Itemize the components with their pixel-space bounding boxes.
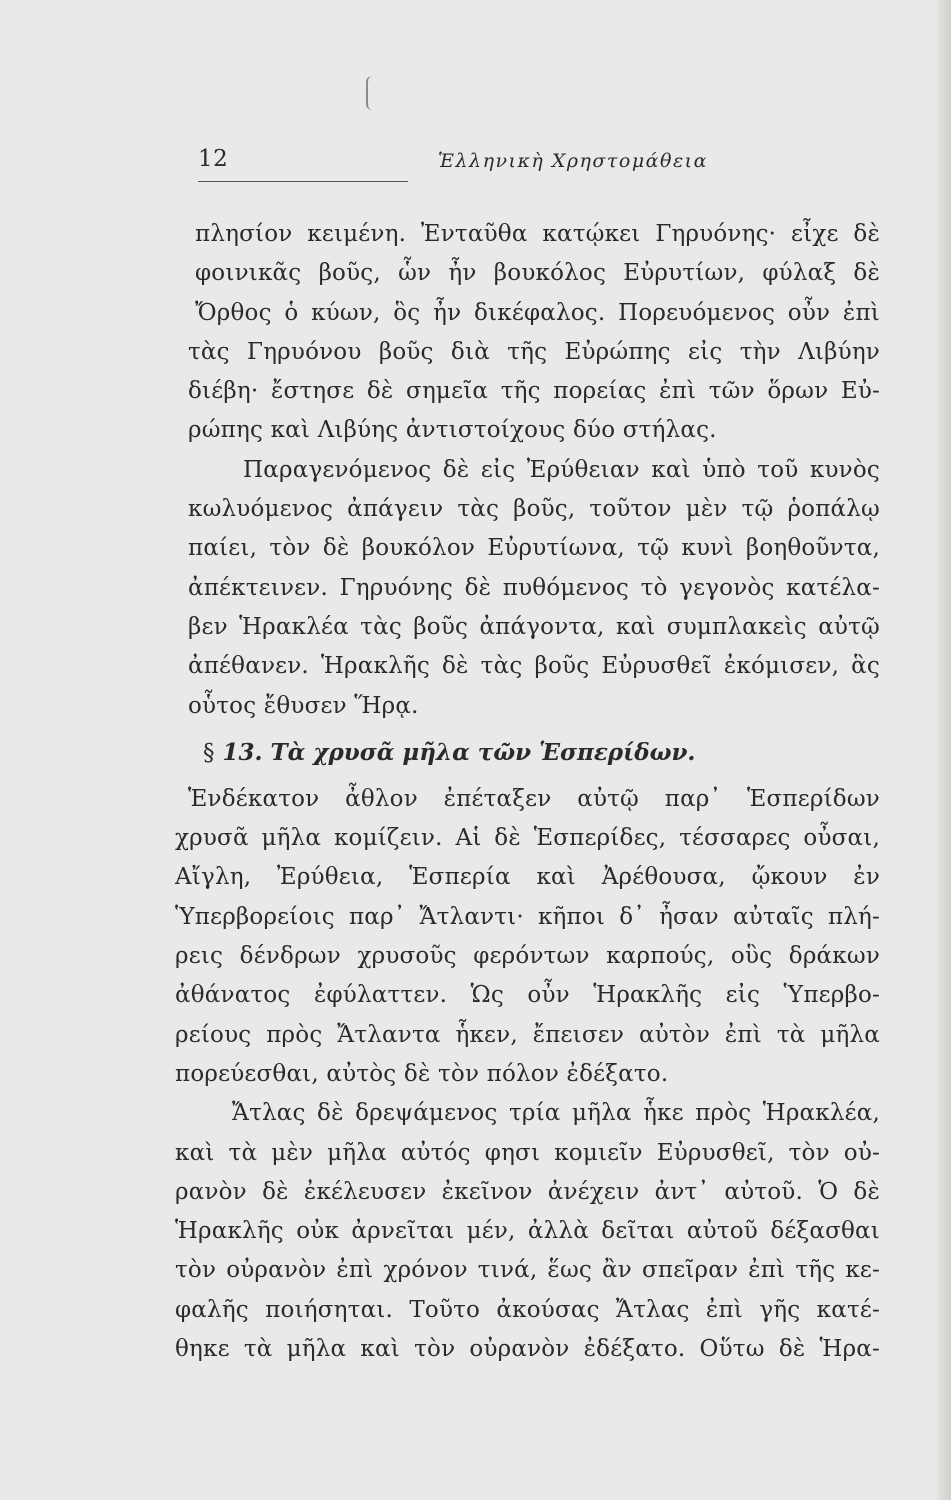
text-line: ρώπης καὶ Λιβύης ἀντιστοίχους δύο στήλας. xyxy=(188,417,717,444)
text-line: καὶ τὰ μὲν μῆλα αὐτός φησι κομιεῖν Εὐρυσθεῖ, τὸν οὐ- xyxy=(175,1139,880,1166)
text-line: φαλῆς ποιήσηται. Τοῦτο ἀκούσας Ἄτλας ἐπὶ γῆς κατέ- xyxy=(175,1296,880,1323)
paragraph-start: Ἑνδέκατον ἆθλον ἐπέταξεν αὐτῷ παρ᾽ Ἑσπερίδων xyxy=(188,785,880,812)
body-text xyxy=(175,215,880,1369)
section-heading xyxy=(175,732,880,774)
pencil-mark xyxy=(366,76,372,110)
text-line: Αἴγλη, Ἐρύθεια, Ἑσπερία καὶ Ἀρέθουσα, ᾤκουν ἐν xyxy=(175,864,880,891)
paragraph-start: Ἄτλας δὲ δρεψάμενος τρία μῆλα ἧκε πρὸς Ἡρακλέα, xyxy=(232,1100,880,1127)
header-rule xyxy=(198,181,408,182)
text-line: πορεύεσθαι, αὐτὸς δὲ τὸν πόλον ἐδέξατο. xyxy=(175,1060,669,1087)
text-line: ἀπέκτεινεν. Γηρυόνης δὲ πυθόμενος τὸ γεγονὸς κατέλα- xyxy=(188,574,880,601)
text-line: κωλυόμενος ἀπάγειν τὰς βοῦς, τοῦτον μὲν τῷ ῥοπάλῳ xyxy=(188,496,880,523)
text-line: βεν Ἡρακλέα τὰς βοῦς ἀπάγοντα, καὶ συμπλακεὶς αὐτῷ xyxy=(188,613,880,640)
section-title: 13. Τὰ χρυσᾶ μῆλα τῶν Ἑσπερίδων. xyxy=(222,738,696,766)
text-line: διέβη· ἔστησε δὲ σημεῖα τῆς πορείας ἐπὶ τῶν ὅρων Εὐ- xyxy=(188,378,880,405)
page-number: 12 xyxy=(198,146,229,172)
text-line: Ὄρθος ὁ κύων, ὃς ἦν δικέφαλος. Πορευόμενος οὖν ἐπὶ xyxy=(195,299,880,326)
section-sign: § xyxy=(203,739,215,766)
text-line: ρείους πρὸς Ἄτλαντα ἧκεν, ἔπεισεν αὐτὸν ἐπὶ τὰ μῆλα xyxy=(175,1021,880,1048)
text-line: χρυσᾶ μῆλα κομίζειν. Αἱ δὲ Ἑσπερίδες, τέσσαρες οὖσαι, xyxy=(175,825,880,852)
text-line: ἀθάνατος ἐφύλαττεν. Ὡς οὖν Ἡρακλῆς εἰς Ὑπερβο- xyxy=(175,982,880,1009)
text-line: τὸν οὐρανὸν ἐπὶ χρόνον τινά, ἕως ἂν σπεῖραν ἐπὶ τῆς κε- xyxy=(175,1257,880,1284)
page-edge-shadow xyxy=(937,0,951,1500)
text-line: πλησίον κειμένη. Ἐνταῦθα κατῴκει Γηρυόνης· εἶχε δὲ xyxy=(195,221,880,247)
text-line: παίει, τὸν δὲ βουκόλον Εὐρυτίωνα, τῷ κυνὶ βοηθοῦντα, xyxy=(188,535,880,562)
text-line: Ὑπερβορείοις παρ᾽ Ἄτλαντι· κῆποι δ᾽ ἦσαν αὐταῖς πλή- xyxy=(175,903,880,930)
text-line: Ἡρακλῆς οὐκ ἀρνεῖται μέν, ἀλλὰ δεῖται αὐτοῦ δέξασθαι xyxy=(175,1218,880,1245)
text-line: οὗτος ἔθυσεν Ἥρᾳ. xyxy=(188,692,419,719)
text-line: ἀπέθανεν. Ἡρακλῆς δὲ τὰς βοῦς Εὐρυσθεῖ ἐκόμισεν, ἃς xyxy=(188,653,880,680)
text-line: ρανὸν δὲ ἐκέλευσεν ἐκεῖνον ἀνέχειν ἀντ᾽ αὐτοῦ. Ὁ δὲ xyxy=(175,1178,880,1205)
paragraph-start: Παραγενόμενος δὲ εἰς Ἐρύθειαν καὶ ὑπὸ τοῦ κυνὸς xyxy=(243,456,880,483)
text-line: θηκε τὰ μῆλα καὶ τὸν οὐρανὸν ἐδέξατο. Οὕτω δὲ Ἡρα- xyxy=(175,1336,880,1363)
running-head xyxy=(198,146,878,182)
text-line: τὰς Γηρυόνου βοῦς διὰ τῆς Εὐρώπης εἰς τὴν Λιβύην xyxy=(188,338,880,365)
text-line: ρεις δένδρων χρυσοῦς φερόντων καρπούς, οὓς δράκων xyxy=(175,943,880,970)
text-line: φοινικᾶς βοῦς, ὧν ἦν βουκόλος Εὐρυτίων, φύλαξ δὲ xyxy=(195,260,880,287)
running-title: Ἑλληνικὴ Χρηστομάθεια xyxy=(438,150,708,172)
